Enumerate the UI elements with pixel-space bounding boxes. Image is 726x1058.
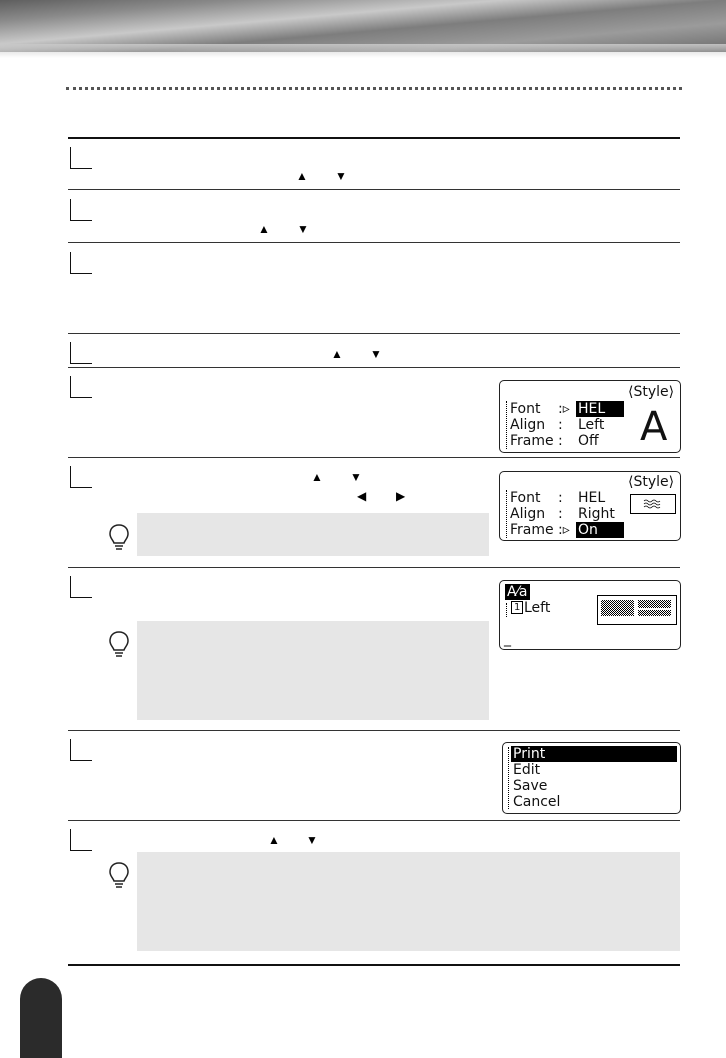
lcd-colon: : (558, 506, 563, 522)
style-tag: ⟨Style⟩ (628, 474, 675, 490)
text-cursor: _ (504, 631, 511, 647)
style-tag: ⟨Style⟩ (628, 384, 675, 400)
lcd-frame-label: Frame (510, 522, 554, 538)
page-number-tab (20, 978, 62, 1058)
lightbulb-icon (108, 630, 130, 660)
up-arrow-icon: ▲ (296, 169, 308, 183)
down-arrow-icon: ▼ (306, 833, 318, 847)
tip-box (137, 513, 489, 556)
header-band (0, 0, 726, 52)
scroll-indicator (506, 603, 507, 617)
font-preview-glyph: A (640, 404, 668, 450)
step-separator (68, 730, 680, 731)
step-number-box (70, 252, 92, 274)
lcd-edit-screen (499, 580, 681, 650)
step-separator (68, 333, 680, 334)
menu-item-cancel: Cancel (513, 794, 561, 810)
lightbulb-icon (108, 523, 130, 553)
step-number-box (70, 342, 92, 364)
scroll-indicator (508, 747, 509, 809)
tip-box (137, 621, 489, 720)
lcd-align-value: Right (578, 506, 615, 522)
step-number-box (70, 376, 92, 398)
step-number-box (70, 147, 92, 169)
up-arrow-icon: ▲ (258, 222, 270, 236)
step-number-box (70, 199, 92, 221)
lcd-pointer: :▹ (558, 401, 570, 417)
menu-item-print: Print (511, 746, 677, 762)
lcd-style-font-screen (499, 380, 681, 453)
lcd-colon: : (558, 490, 563, 506)
lcd-font-value: HEL (576, 401, 624, 417)
lcd-pointer: :▹ (558, 522, 570, 538)
lcd-print-menu-screen (502, 742, 681, 814)
step-separator (68, 367, 680, 368)
label-preview-icon (597, 595, 677, 625)
scroll-indicator (506, 490, 507, 538)
align-value: Left (524, 600, 551, 616)
lcd-font-value: HEL (578, 490, 606, 506)
lcd-align-value: Left (578, 417, 605, 433)
right-arrow-icon: ▶ (396, 489, 406, 503)
steps-bottom-rule (68, 964, 680, 966)
down-arrow-icon: ▼ (350, 470, 362, 484)
menu-item-save: Save (513, 778, 548, 794)
down-arrow-icon: ▼ (297, 222, 309, 236)
lcd-frame-label: Frame (510, 433, 554, 449)
lcd-align-label: Align (510, 417, 546, 433)
step-separator (68, 820, 680, 821)
lcd-colon: : (558, 433, 563, 449)
lcd-font-label: Font (510, 490, 541, 506)
lightbulb-icon (108, 861, 130, 891)
step-number-box (70, 466, 92, 488)
tip-box (137, 852, 680, 951)
up-arrow-icon: ▲ (331, 347, 343, 361)
step-number-box (70, 739, 92, 761)
lcd-frame-value: On (576, 522, 624, 538)
step-number-box (70, 576, 92, 598)
up-arrow-icon: ▲ (268, 833, 280, 847)
lcd-style-frame-screen (499, 471, 681, 541)
down-arrow-icon: ▼ (370, 347, 382, 361)
step-number-box (70, 829, 92, 851)
label-pattern-icon (598, 596, 675, 623)
menu-item-edit: Edit (513, 762, 541, 778)
lcd-frame-value: Off (578, 433, 599, 449)
up-arrow-icon: ▲ (311, 470, 323, 484)
left-arrow-icon: ◀ (357, 489, 367, 503)
lcd-font-label: Font (510, 401, 541, 417)
step-separator (68, 189, 680, 190)
line-number-marker: 1 (511, 601, 523, 614)
step-separator (68, 457, 680, 458)
lcd-colon: : (558, 417, 563, 433)
frame-preview-icon (630, 494, 676, 514)
steps-top-rule (68, 137, 680, 139)
dotted-divider (66, 87, 682, 90)
lcd-align-label: Align (510, 506, 546, 522)
step-separator (68, 242, 680, 243)
case-mode-indicator: A⁄a (507, 584, 528, 600)
step-separator (68, 567, 680, 568)
scroll-indicator (506, 401, 507, 449)
down-arrow-icon: ▼ (335, 169, 347, 183)
frame-pattern-icon (631, 495, 674, 512)
